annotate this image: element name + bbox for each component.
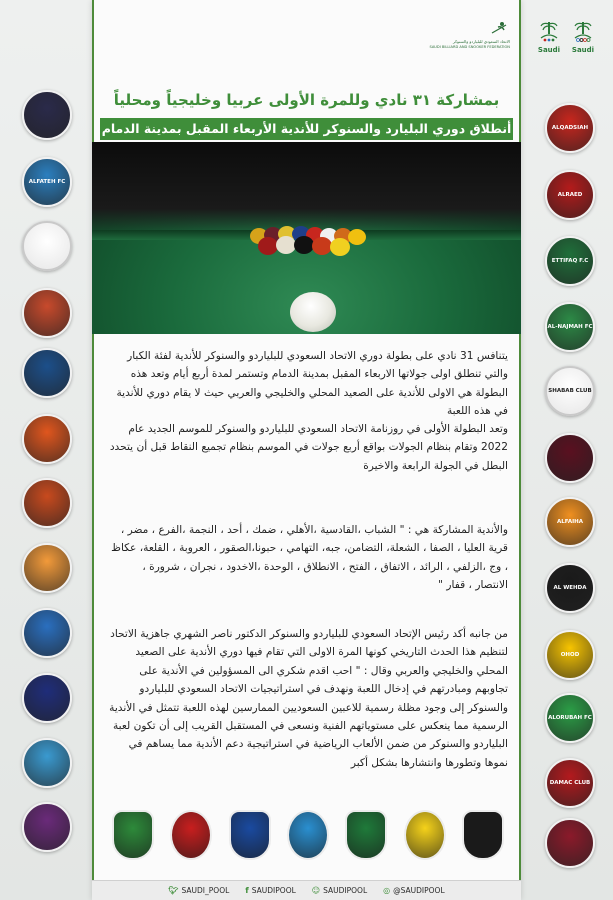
billiard-table-photo <box>92 142 521 334</box>
club-name: ALORUBAH FC <box>548 714 592 721</box>
right-club-logo <box>545 563 595 613</box>
instagram-handle[interactable]: ◎ @SAUDIPOOL <box>383 886 445 895</box>
right-club-logo <box>545 818 595 868</box>
facebook-icon: f <box>245 886 249 895</box>
palm-swords-icon <box>537 20 561 42</box>
club-name: AL-NAJMAH FC <box>547 323 593 330</box>
bottom-club-logo <box>170 810 212 860</box>
snapchat-icon: ☺ <box>311 886 321 895</box>
billiard-player-icon <box>490 21 510 35</box>
bottom-club-logo <box>462 810 504 860</box>
page-subtitle: أنطلاق دوري البليارد والسنوكر للأندية الأربعاء المقبل بمدينة الدمام <box>100 118 513 140</box>
right-club-logo <box>545 693 595 743</box>
right-club-logo <box>545 170 595 220</box>
right-club-logo <box>545 302 595 352</box>
left-club-logo <box>22 90 72 140</box>
club-name: DAMAC CLUB <box>549 779 591 786</box>
left-club-logo <box>22 478 72 528</box>
paragraph-1: يتنافس 31 نادي على بطولة دوري الاتحاد السعودي للبلياردو والسنوكر للأندية لفئة الكبار والتي تنطلق اولى جولاتها الاربعاء المقبل بمدينة الدمام وتستمر لمدة أربع أيام وتعد هذه البطولة هي الاولى للأندية على الصعيد المحلي والخليجي والعربي حيث لا يقام دوري للأندية في هذه اللعبة <box>116 350 508 418</box>
left-club-logo <box>22 802 72 852</box>
federation-logo <box>414 20 510 50</box>
club-name: ALRAED <box>557 191 583 198</box>
bottom-club-logo <box>404 810 446 860</box>
social-footer <box>92 880 521 900</box>
club-name: ALFATEH FC <box>28 178 66 185</box>
left-club-logo <box>22 157 72 207</box>
paragraph-3: والأندية المشاركة هي : " الشباب ،القادسية ،الأهلي ، ضمك ، أحد ، النجمة ،الفرع ، مضر ، قرية العليا ، الصفا ، الشعلة، التضامن، جبه، التهامي ، حبونا،الصقور ، العروبة ، القلعة، عكاظ ، وج ،الزلفي ، الرائد ، الاتفاق ، الفتح ، الانطلاق ، الوحدة ،الاخدود ، نجران ، شرورة ، الانتصار ، قفار " <box>111 524 508 592</box>
bottom-club-logo <box>287 810 329 860</box>
right-club-logo <box>545 497 595 547</box>
club-name: ETTIFAQ F.C <box>551 257 589 264</box>
snapchat-handle[interactable]: ☺ SAUDIPOOL <box>311 886 368 895</box>
saudi-logos <box>537 20 595 54</box>
bottom-club-logo <box>112 810 154 860</box>
right-club-logo <box>545 630 595 680</box>
facebook-handle[interactable]: f SAUDIPOOL <box>245 886 296 895</box>
bottom-club-logos <box>112 810 504 860</box>
club-name: ALQADSIAH <box>551 124 589 131</box>
club-name: ALFAIHA <box>556 518 584 525</box>
left-club-logo <box>22 673 72 723</box>
bottom-club-logo <box>345 810 387 860</box>
club-name: SHABAB CLUB <box>548 387 592 394</box>
left-club-logo <box>22 543 72 593</box>
page-title: بمشاركة ٣١ نادي وللمرة الأولى عربيا وخليجياً ومحلياً <box>113 91 500 109</box>
left-club-logo <box>22 288 72 338</box>
saudi-olympic-logo <box>571 20 595 54</box>
right-club-logo <box>545 236 595 286</box>
bottom-club-logo <box>229 810 271 860</box>
twitter-icon: 🐦︎ <box>168 886 179 895</box>
club-name: AL WEHDA <box>553 584 587 591</box>
left-club-logo <box>22 221 72 271</box>
saudi-paralympic-logo <box>537 20 561 54</box>
right-club-logo <box>545 758 595 808</box>
left-club-logo <box>22 608 72 658</box>
club-name: OHOD <box>560 651 580 658</box>
saudi-label-2: Saudi <box>571 46 595 54</box>
palm-swords-icon <box>571 20 595 42</box>
left-club-logo <box>22 738 72 788</box>
instagram-icon: ◎ <box>383 886 391 895</box>
right-club-logo <box>545 103 595 153</box>
left-club-logo <box>22 414 72 464</box>
right-club-logo <box>545 433 595 483</box>
paragraph-2: وتعد البطولة الأولى في روزنامة الاتحاد السعودي للبلياردو والسنوكر للموسم الجديد عام 2022 وتقام بنظام الجولات بواقع أربع جولات في الموسم بنظام تجميع النقاط قبل أن يتحدد البطل في الجولة الرابعة والاخيرة <box>109 423 508 472</box>
right-club-logo <box>545 366 595 416</box>
federation-name-en: SAUDI BILLIARD AND SNOOKER FEDERATION <box>429 45 510 49</box>
paragraph-4: من جانبه أكد رئيس الإتحاد السعودي للبلياردو والسنوكر الدكتور ناصر الشهري جاهزية الاتحاد لتنظيم هذا الحدث التاريخي كونها المرة الاولى التي تقام فيها دوري الأندية على الصعيد المحلي والخليجي والعربي وقال : " احب اقدم شكري الى المسؤولين في الأندية على تجاوبهم ومبادرتهم في إدخال اللعبة ونهدف في استراتيجيات الاتحاد السعودي للبلياردو والسنوكر إلى وجود مظلة رسمية للاعبين السعوديين الممارسين لهذه اللعبة تتمثل في الأندية الرسمية مما ينعكس على مستوياتهم الفنية ونسعى في المستقبل القريب إلى أن تكون لعبة البلياردو والسنوكر من ضمن الألعاب الرياضية في استراتيجية دعم الأندية مما يساهم في نموها وتطورها وانتشارها بشكل أكبر <box>109 628 508 769</box>
federation-name-ar: الاتحاد السعودي للبلياردو والسنوكر <box>452 39 510 44</box>
twitter-handle[interactable]: 🐦︎ SAUDI_POOL <box>168 886 230 895</box>
saudi-label-1: Saudi <box>537 46 561 54</box>
left-club-logo <box>22 348 72 398</box>
